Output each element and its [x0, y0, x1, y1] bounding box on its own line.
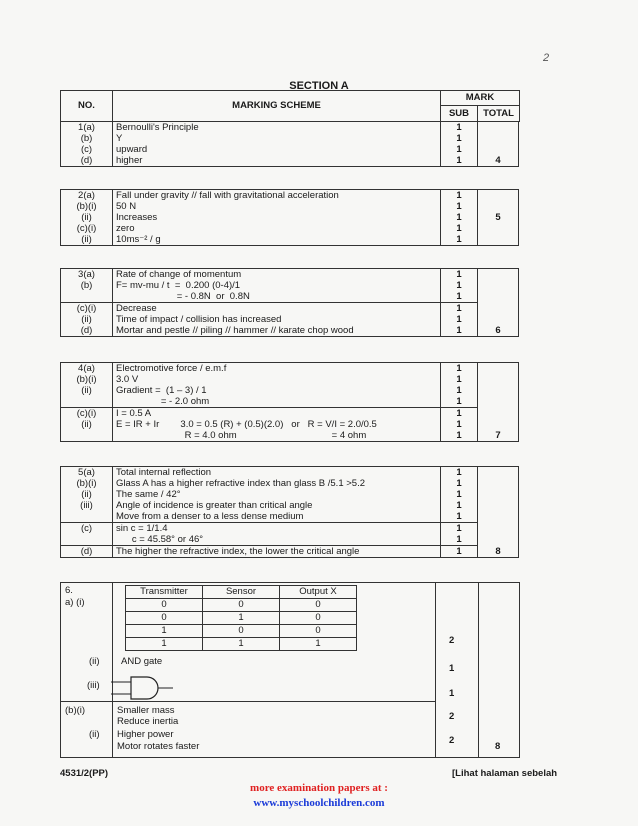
q-number: (ii): [61, 385, 113, 396]
sub-mark: 1: [441, 223, 478, 234]
sub-mark: 1: [441, 234, 478, 246]
sub-mark: 1: [441, 212, 478, 223]
section-title: SECTION A: [289, 80, 349, 92]
question-2-table: [60, 189, 519, 246]
q-part-label: (b)(i): [65, 705, 86, 716]
q-number: (ii): [61, 489, 113, 500]
q-number: (ii): [61, 419, 113, 430]
total-mark: 5: [478, 190, 519, 246]
q-number: 3(a): [61, 269, 113, 281]
answer-text: 10ms⁻² / g: [113, 234, 441, 246]
sub-mark: 2: [449, 635, 455, 646]
total-mark: 6: [478, 269, 519, 337]
answer-text: zero: [113, 223, 441, 234]
header-mark: MARK: [441, 91, 519, 106]
answer-text: Bernoulli's Principle: [113, 122, 441, 134]
q-number: (ii): [61, 314, 113, 325]
answer-text: Increases: [113, 212, 441, 223]
sub-mark: 1: [441, 511, 478, 523]
truth-table-header: Sensor: [203, 586, 280, 599]
q-number: (b)(i): [61, 374, 113, 385]
truth-table-header: Transmitter: [126, 586, 203, 599]
q-number: (d): [61, 155, 113, 167]
truth-table-cell: 0: [203, 599, 280, 612]
q-number: [61, 396, 113, 408]
q-number: [61, 291, 113, 303]
truth-table-cell: 0: [126, 612, 203, 625]
q-number: (ii): [61, 234, 113, 246]
answer-text: Electromotive force / e.m.f: [113, 363, 441, 375]
total-mark: 7: [478, 363, 519, 442]
q-part-label: a) (i): [65, 597, 85, 608]
column-divider: [478, 583, 479, 757]
truth-table-cell: 1: [203, 612, 280, 625]
sub-mark: 1: [441, 430, 478, 442]
answer-text: Mortar and pestle // piling // hammer // karate chop wood: [113, 325, 441, 337]
paper-code: 4531/2(PP): [60, 768, 109, 779]
sub-mark: 1: [441, 374, 478, 385]
answer-text: The higher the refractive index, the lower the critical angle: [113, 546, 441, 558]
sub-mark: 1: [441, 419, 478, 430]
sub-mark: 1: [441, 314, 478, 325]
truth-table: [125, 585, 357, 651]
header-total: TOTAL: [483, 108, 514, 119]
truth-table-cell: 1: [203, 638, 280, 651]
answer-text: Rate of change of momentum: [113, 269, 441, 281]
q-number: (b)(i): [61, 201, 113, 212]
promo-text: more examination papers at :: [250, 782, 388, 794]
sub-mark: 1: [441, 396, 478, 408]
truth-table-cell: 0: [280, 599, 357, 612]
sub-mark: 1: [441, 523, 478, 535]
answer-text: F= mv-mu / t = 0.200 (0-4)/1: [113, 280, 441, 291]
q-number: [61, 430, 113, 442]
sub-mark: 1: [441, 133, 478, 144]
sub-mark: 1: [441, 325, 478, 337]
and-gate-symbol: [105, 676, 185, 700]
truth-table-cell: 0: [280, 625, 357, 638]
sub-mark: 1: [441, 155, 478, 167]
answer-text: Reduce inertia: [117, 716, 179, 727]
answer-text: = - 2.0 ohm: [113, 396, 441, 408]
q-number: (iii): [61, 500, 113, 511]
header-sub: SUB: [441, 106, 478, 121]
answer-text: R = 4.0 ohm = 4 ohm: [113, 430, 441, 442]
q-number: (c): [61, 523, 113, 535]
sub-mark: 1: [441, 546, 478, 558]
q-number: (c)(i): [61, 303, 113, 315]
q-number: 4(a): [61, 363, 113, 375]
sub-mark: 1: [441, 303, 478, 315]
truth-table-cell: 1: [126, 638, 203, 651]
q-number: (b): [61, 280, 113, 291]
q-number: 6.: [65, 585, 73, 596]
total-mark: 8: [478, 467, 519, 558]
page-number: 2: [543, 52, 550, 64]
answer-text: Decrease: [113, 303, 441, 315]
sub-mark: 1: [441, 280, 478, 291]
sub-mark: 1: [441, 201, 478, 212]
sub-mark: 1: [441, 478, 478, 489]
truth-table-cell: 0: [203, 625, 280, 638]
answer-text: Fall under gravity // fall with gravitational acceleration: [113, 190, 441, 202]
truth-table-header: Output X: [280, 586, 357, 599]
truth-table-cell: 0: [280, 612, 357, 625]
answer-text: sin c = 1/1.4: [113, 523, 441, 535]
q-number: (ii): [61, 212, 113, 223]
q-number: (d): [61, 325, 113, 337]
column-divider: [435, 583, 436, 757]
answer-text: = - 0.8N or 0.8N: [113, 291, 441, 303]
q-number: (b)(i): [61, 478, 113, 489]
sub-mark: 1: [449, 688, 455, 699]
next-page-note: [Lihat halaman sebelah: [452, 768, 558, 779]
sub-mark: 1: [441, 500, 478, 511]
answer-text: Move from a denser to a less dense medium: [113, 511, 441, 523]
total-mark: 4: [478, 122, 519, 167]
q-number: (d): [61, 546, 113, 558]
q-number: [61, 511, 113, 523]
q-number: (c)(i): [61, 223, 113, 234]
q-number: (c)(i): [61, 408, 113, 420]
question-1-table: [60, 121, 519, 167]
q-number: (b): [61, 133, 113, 144]
sub-mark: 1: [441, 385, 478, 396]
answer-text: Time of impact / collision has increased: [113, 314, 441, 325]
sub-mark: 1: [441, 467, 478, 479]
q-number: 2(a): [61, 190, 113, 202]
answer-text: The same / 42°: [113, 489, 441, 500]
answer-text: c = 45.58° or 46°: [113, 534, 441, 546]
answer-text: AND gate: [121, 656, 163, 667]
truth-table-cell: 0: [126, 599, 203, 612]
q-part-label: (iii): [87, 680, 100, 691]
sub-mark: 1: [441, 122, 478, 134]
total-mark: 8: [495, 741, 501, 752]
sub-mark: 1: [441, 363, 478, 375]
sub-mark: 2: [449, 735, 455, 746]
q-part-label: (ii): [89, 656, 100, 667]
sub-mark: 1: [441, 489, 478, 500]
sub-mark: 1: [441, 144, 478, 155]
q-number: 1(a): [61, 122, 113, 134]
answer-text: I = 0.5 A: [113, 408, 441, 420]
q-number: (c): [61, 144, 113, 155]
question-6-box: [60, 582, 520, 758]
q-number: 5(a): [61, 467, 113, 479]
column-divider: [112, 583, 113, 757]
sub-mark: 1: [441, 534, 478, 546]
header-marking-scheme: MARKING SCHEME: [113, 91, 441, 121]
answer-text: Gradient = (1 – 3) / 1: [113, 385, 441, 396]
answer-text: Y: [113, 133, 441, 144]
question-5-table: [60, 466, 519, 558]
answer-text: Higher power: [117, 729, 174, 740]
header-no: NO.: [61, 91, 113, 121]
answer-text: higher: [113, 155, 441, 167]
answer-text: 3.0 V: [113, 374, 441, 385]
q-number: [61, 534, 113, 546]
sub-mark: 2: [449, 711, 455, 722]
answer-text: Motor rotates faster: [117, 741, 200, 752]
q-part-label: (ii): [89, 729, 100, 740]
answer-text: E = IR + Ir 3.0 = 0.5 (R) + (0.5)(2.0) or R = V/I = 2.0/0.5: [113, 419, 441, 430]
truth-table-cell: 1: [126, 625, 203, 638]
sub-mark: 1: [449, 663, 455, 674]
answer-text: Smaller mass: [117, 705, 175, 716]
answer-text: upward: [113, 144, 441, 155]
answer-text: 50 N: [113, 201, 441, 212]
promo-website-link[interactable]: www.myschoolchildren.com: [253, 797, 385, 809]
question-3-table: [60, 268, 519, 337]
truth-table-cell: 1: [280, 638, 357, 651]
sub-mark: 1: [441, 190, 478, 202]
table-header: [60, 90, 520, 122]
row-divider: [61, 701, 435, 702]
answer-text: Glass A has a higher refractive index than glass B /5.1 >5.2: [113, 478, 441, 489]
sub-mark: 1: [441, 408, 478, 420]
answer-text: Angle of incidence is greater than critical angle: [113, 500, 441, 511]
question-4-table: [60, 362, 519, 442]
answer-text: Total internal reflection: [113, 467, 441, 479]
sub-mark: 1: [441, 269, 478, 281]
sub-mark: 1: [441, 291, 478, 303]
